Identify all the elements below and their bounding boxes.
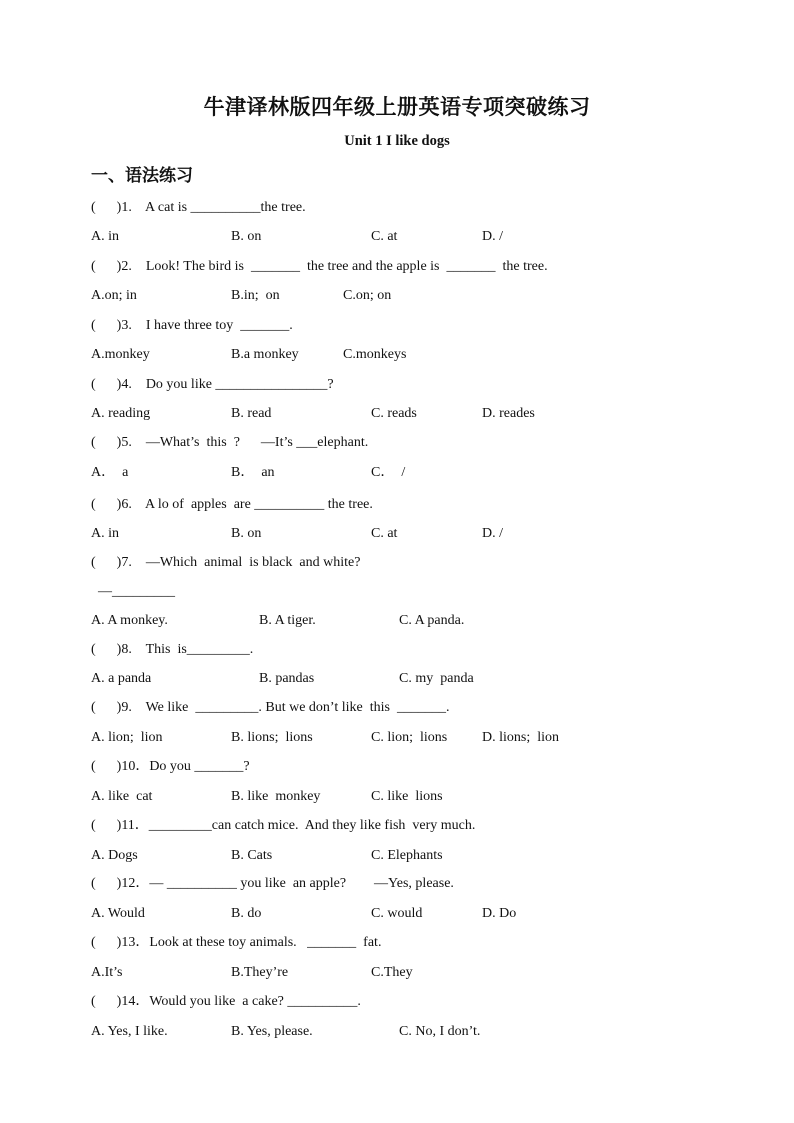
answer-option: C. reads: [371, 406, 417, 421]
answer-option: B. do: [231, 906, 262, 921]
answer-option: B. on: [231, 526, 262, 541]
question-stem: ( )2. Look! The bird is _______ the tree and the apple is _______ the tree.: [91, 259, 548, 274]
answer-option: C. like lions: [371, 789, 443, 804]
question-stem: ( )9. We like _________. But we don’t like this _______.: [91, 700, 450, 715]
option-row: [91, 846, 711, 866]
answer-option: A. a panda: [91, 671, 152, 686]
option-row: [91, 963, 711, 983]
answer-option: A. reading: [91, 406, 151, 421]
answer-option: B. on: [231, 229, 262, 244]
answer-option: C. No, I don’t.: [399, 1024, 481, 1039]
question-stem: ( )6. A lo of apples are __________ the tree.: [91, 497, 373, 512]
answer-option: B.They’re: [231, 965, 289, 980]
answer-option: B.a monkey: [231, 347, 299, 362]
option-row: [91, 345, 711, 365]
answer-option: C. my panda: [399, 671, 474, 686]
answer-option: C. A panda.: [399, 613, 465, 628]
answer-option: B.in; on: [231, 288, 280, 303]
answer-option: A. Dogs: [91, 848, 138, 863]
question-stem: ( )8. This is_________.: [91, 642, 254, 657]
question-stem: ( )4. Do you like ________________?: [91, 377, 334, 392]
answer-option: B. read: [231, 406, 272, 421]
answer-option: C.on; on: [343, 288, 392, 303]
option-row: [91, 1022, 711, 1042]
option-row: [91, 611, 711, 631]
answer-option: A． a: [91, 465, 129, 480]
question-stem: ( )7. —Which animal is black and white?: [91, 555, 361, 570]
option-row: [91, 728, 711, 748]
page-title: 牛津译林版四年级上册英语专项突破练习: [203, 94, 591, 119]
answer-option: A.monkey: [91, 347, 150, 362]
answer-option: B． an: [231, 465, 275, 480]
answer-option: A.It’s: [91, 965, 123, 980]
answer-option: D. reades: [482, 406, 535, 421]
section-heading: 一、语法练习: [91, 166, 193, 186]
answer-option: B. Cats: [231, 848, 273, 863]
question-stem: ( )10．Do you _______?: [91, 759, 250, 774]
option-row: [91, 404, 711, 424]
question-stem: ( )11．_________can catch mice. And they like fish very much.: [91, 818, 476, 833]
option-row: [91, 524, 711, 544]
question-stem: ( )1. A cat is __________the tree.: [91, 200, 306, 215]
answer-option: B. Yes, please.: [231, 1024, 313, 1039]
answer-option: C． /: [371, 465, 406, 480]
answer-option: B. A tiger.: [259, 613, 316, 628]
answer-option: B. like monkey: [231, 789, 321, 804]
option-row: [91, 904, 711, 924]
answer-blank: —_________: [91, 584, 175, 599]
page-subtitle: Unit 1 I like dogs: [344, 133, 450, 149]
answer-option: A.on; in: [91, 288, 137, 303]
answer-option: A. lion; lion: [91, 730, 163, 745]
option-row: [91, 669, 711, 689]
answer-option: C.monkeys: [343, 347, 407, 362]
answer-option: A. in: [91, 526, 119, 541]
option-row: [91, 227, 711, 247]
answer-option: A. in: [91, 229, 119, 244]
answer-option: D. lions; lion: [482, 730, 560, 745]
answer-option: C.They: [371, 965, 413, 980]
option-row: [91, 787, 711, 807]
answer-option: A. Yes, I like.: [91, 1024, 168, 1039]
answer-option: C. at: [371, 526, 398, 541]
question-stem: ( )12．— __________ you like an apple? —Yes, please.: [91, 876, 454, 891]
answer-option: A. Would: [91, 906, 145, 921]
answer-option: C. would: [371, 906, 423, 921]
answer-option: D. /: [482, 526, 503, 541]
question-stem: ( )13．Look at these toy animals. _______ fat.: [91, 935, 382, 950]
answer-option: B. lions; lions: [231, 730, 313, 745]
answer-option: A. like cat: [91, 789, 153, 804]
answer-option: B. pandas: [259, 671, 315, 686]
question-stem: ( )5. —What’s this ? —It’s ___elephant.: [91, 435, 369, 450]
question-stem: ( )14．Would you like a cake? __________.: [91, 994, 361, 1009]
option-row: [91, 463, 711, 483]
answer-option: A. A monkey.: [91, 613, 168, 628]
answer-option: C. lion; lions: [371, 730, 448, 745]
answer-option: D. /: [482, 229, 503, 244]
question-stem: ( )3. I have three toy _______.: [91, 318, 293, 333]
answer-option: D. Do: [482, 906, 517, 921]
answer-option: C. Elephants: [371, 848, 443, 863]
answer-option: C. at: [371, 229, 398, 244]
option-row: [91, 286, 711, 306]
